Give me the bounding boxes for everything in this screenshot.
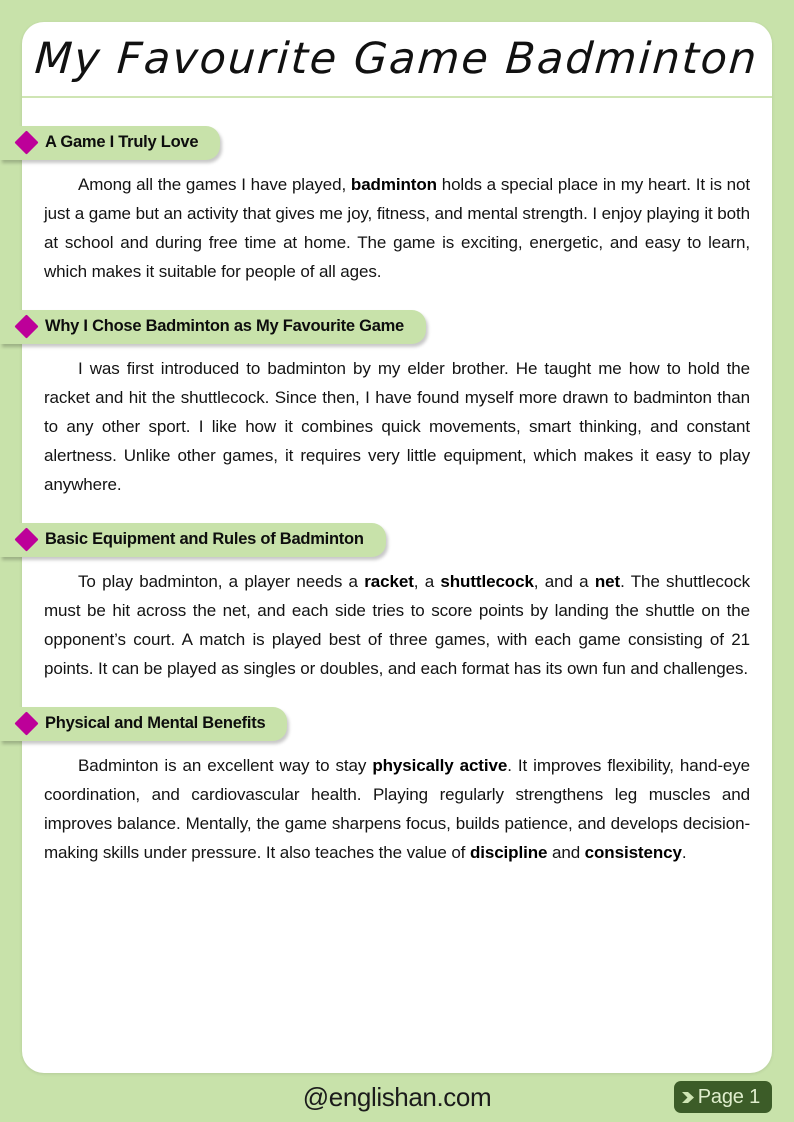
- section-2-header-wrap: [0, 310, 750, 344]
- document-card: [22, 22, 772, 1073]
- section-1-paragraph: Among all the games I have played, badminton holds a special place in my heart. It is not just a game but an activity that gives me joy, fitness, and mental strength. I enjoy playing it both at school and during free time at home. The game is exciting, energetic, and easy to learn, which makes it suitable for people of all ages.: [44, 175, 750, 281]
- site-credit: @englishan.com: [302, 1082, 492, 1112]
- section-4-header-wrap: [0, 707, 750, 741]
- diamond-icon: [14, 527, 38, 551]
- diamond-icon: [14, 711, 38, 735]
- section-3: [22, 523, 772, 683]
- section-3-header[interactable]: [0, 523, 386, 557]
- page-title: My Favourite Game Badminton: [33, 34, 761, 84]
- section-1-header-wrap: [0, 126, 750, 160]
- page-footer: [0, 1073, 794, 1122]
- section-4: [22, 707, 772, 867]
- section-3-title: Basic Equipment and Rules of Badminton: [45, 530, 364, 549]
- arrow-right-icon: [682, 1090, 696, 1105]
- section-3-header-wrap: [0, 523, 750, 557]
- diamond-icon: [14, 314, 38, 338]
- section-2: [22, 310, 772, 499]
- section-1-title: A Game I Truly Love: [45, 133, 199, 152]
- section-1-header[interactable]: [0, 126, 220, 160]
- content-column: [22, 100, 772, 1073]
- section-4-header[interactable]: [0, 707, 287, 741]
- section-4-paragraph: Badminton is an excellent way to stay physically active. It improves flexibility, hand-eye coordination, and cardiovascular health. Playing regularly strengthens leg muscles and improves balance. Mentally, the game sharpens focus, builds patience, and develops decision-making skills under pressure. It also teaches the value of discipline and consistency.: [44, 756, 750, 862]
- section-1: [22, 126, 772, 286]
- section-2-title: Why I Chose Badminton as My Favourite Game: [45, 317, 404, 336]
- page-number-badge: [674, 1081, 772, 1113]
- section-2-header[interactable]: [0, 310, 426, 344]
- section-3-paragraph: To play badminton, a player needs a racket, a shuttlecock, and a net. The shuttlecock must be hit across the net, and each side tries to score points by landing the shuttle on the opponent’s court. A match is played best of three games, with each game consisting of 21 points. It can be played as singles or doubles, and each format has its own fun and challenges.: [44, 572, 750, 678]
- page-number-label: Page 1: [697, 1086, 760, 1108]
- title-band: [22, 22, 772, 98]
- section-2-paragraph: I was first introduced to badminton by my elder brother. He taught me how to hold the racket and hit the shuttlecock. Since then, I have found myself more drawn to badminton than to any other sport. I like how it combines quick movements, smart thinking, and constant alertness. Unlike other games, it requires very little equipment, which makes it easy to play anywhere.: [44, 359, 750, 494]
- diamond-icon: [14, 130, 38, 154]
- section-4-title: Physical and Mental Benefits: [45, 714, 266, 733]
